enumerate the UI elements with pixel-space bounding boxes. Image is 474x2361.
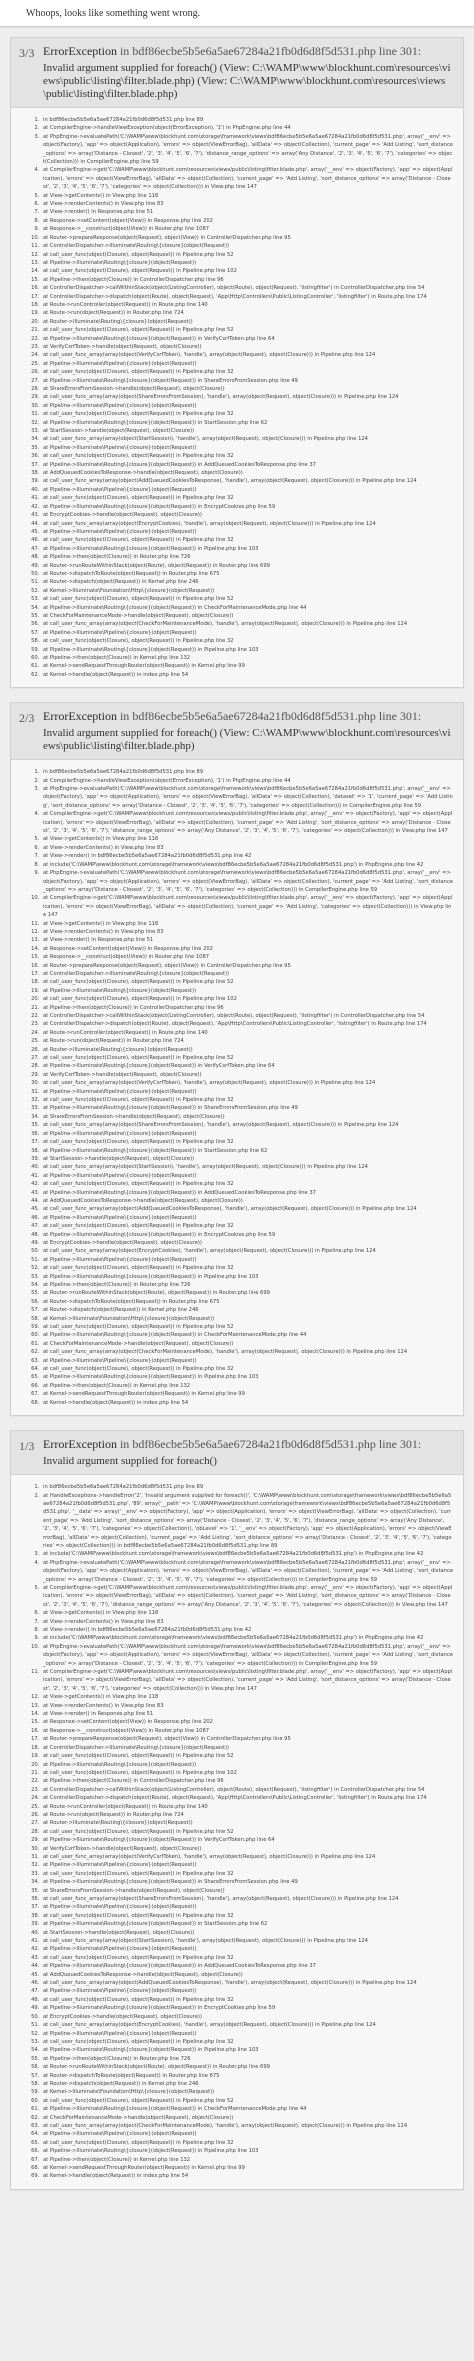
trace-frame: 43. at call_user_func(object(Closure), object(Request)) in Pipeline.php line 32 — [41, 1954, 453, 1962]
trace-frame: 21. at call_user_func(object(Closure), object(Request)) in Pipeline.php line 102 — [41, 1769, 453, 1777]
trace-frame: 46. at call_user_func_array(array(object(AddQueuedCookiesToResponse), 'handle'), array(object(Request), object(Closure))) in Pipeline.php line 124 — [41, 1979, 453, 1987]
trace-frame: 14. at call_user_func(object(Closure), object(Request)) in Pipeline.php line 102 — [41, 267, 453, 275]
trace-frame: 61. at Kernel->sendRequestThroughRouter(object(Request)) in Kernel.php line 99 — [41, 662, 453, 670]
trace-frame: 11. at CompilerEngine->get('C:\WAMP\www\blockhunt.com\resources\views/public\listing\filter.blade.php', array('__env' => object(Factory), 'app' => object(Application), 'errors' => object(ViewErrorBag), 'allData' => object(Collection), 'current_page' => 'Add Listing', 'sort_distance_options' => array('Distance - Closest', '2', '3', '4', '5', '6', '7'), 'categories' => object(Collection))) in View.php line 147 — [41, 1668, 453, 1693]
exception-counter: 2/3 — [19, 711, 35, 726]
trace-frame: 59. at Kernel->Illuminate\Foundation\Http\{closure}(object(Request)) — [41, 2088, 453, 2096]
exception-title-block — [43, 44, 453, 101]
trace-frame: 51. at Router->dispatch(object(Request)) in Kernel.php line 246 — [41, 578, 453, 586]
exception-counter: 3/3 — [19, 46, 35, 60]
exception-title-block — [43, 1437, 453, 1468]
trace-frame: 44. at AddQueuedCookiesToResponse->handle(object(Request), object(Closure)) — [41, 1197, 453, 1205]
trace-frame: 35. at call_user_func_array(array(object(ShareErrorsFromSession), 'handle'), array(object(Request), object(Closure))) in Pipeline.php line 124 — [41, 1121, 453, 1129]
trace-frame: 22. at Pipeline->Illuminate\Routing\{closure}(object(Request)) in VerifyCsrfToken.php line 64 — [41, 335, 453, 343]
trace-frame: 28. at Pipeline->Illuminate\Routing\{closure}(object(Request)) in VerifyCsrfToken.php line 64 — [41, 1062, 453, 1070]
trace-frame: 6. at View->renderContents() in View.php line 83 — [41, 844, 453, 852]
trace-frame: 10. at PhpEngine->evaluatePath('C:\WAMP\www\blockhunt.com\storage\framework\views\bdf86ecbe5b5e6a5ae67284a21fb0d6d8f5d531.php', array('__env' => object(Factory), 'app' => object(Application), 'errors' => object(ViewErrorBag), 'allData' => object(Collection), 'current_page' => 'Add Listing', 'sort_distance_options' => array('Distance - Closest', '2', '3', '4', '5', '6', '7'), 'categories' => object(Collection))) in CompilerEngine.php line 59 — [41, 1643, 453, 1668]
trace-frame: 61. at CheckForMaintenanceMode->handle(object(Request), object(Closure)) — [41, 1340, 453, 1348]
trace-frame: 55. at Router->runRouteWithinStack(object(Route), object(Request)) in Router.php line 699 — [41, 1289, 453, 1297]
trace-frame: 38. at call_user_func(object(Closure), object(Request)) in Pipeline.php line 32 — [41, 1912, 453, 1920]
trace-frame: 60. at Pipeline->Illuminate\Routing\{closure}(object(Request)) in CheckForMaintenanceMode.php line 44 — [41, 1331, 453, 1339]
trace-frame: 19. at Pipeline->Illuminate\Routing\{closure}(object(Request)) — [41, 987, 453, 995]
exception-title — [43, 709, 453, 724]
trace-frame: 10. at CompilerEngine->get('C:\WAMP\www\blockhunt.com\resources\views/public\listing\filter.blade.php', array('__env' => object(Factory), 'app' => object(Application), 'errors' => object(ViewErrorBag), 'allData' => object(Collection), 'current_page' => 'Add Listing', 'categories' => object(Collection))) in View.php line 147 — [41, 894, 453, 919]
trace-frame: 34. at call_user_func_array(array(object(StartSession), 'handle'), array(object(Request), object(Closure))) in Pipeline.php line 124 — [41, 435, 453, 443]
exception-panel-header — [11, 703, 463, 760]
trace-frame: 67. at Pipeline->then(object(Closure)) in Kernel.php line 132 — [41, 2156, 453, 2164]
trace-frame: 17. at ControllerDispatcher->dispatch(object(Route), object(Request), 'App\Http\Controllers\Public\ListingController', 'listingfilter') in Route.php line 174 — [41, 293, 453, 301]
trace-frame: 48. at Pipeline->then(object(Closure)) in Router.php line 726 — [41, 553, 453, 561]
trace-frame: 17. at ControllerDispatcher->Illuminate\Routing\{closure}(object(Request)) — [41, 970, 453, 978]
trace-frame: 24. at Route->runController(object(Request)) in Route.php line 140 — [41, 1029, 453, 1037]
trace-frame: 16. at Response->__construct(object(View)) in Router.php line 1087 — [41, 1727, 453, 1735]
trace-frame: 1. in bdf86ecbe5b5e6a5ae67284a21fb0d6d8f5d531.php line 89 — [41, 1483, 453, 1491]
trace-frame: 59. at Pipeline->Illuminate\Routing\{closure}(object(Request)) in Pipeline.php line 103 — [41, 646, 453, 654]
trace-frame: 18. at ControllerDispatcher->Illuminate\Routing\{closure}(object(Request)) — [41, 1744, 453, 1752]
trace-frame: 21. at Pipeline->then(object(Closure)) in ControllerDispatcher.php line 96 — [41, 1004, 453, 1012]
trace-frame: 26. at Route->run(object(Request)) in Router.php line 724 — [41, 1811, 453, 1819]
trace-frame: 32. at call_user_func(object(Closure), object(Request)) in Pipeline.php line 32 — [41, 1096, 453, 1104]
trace-frame: 64. at call_user_func(object(Closure), object(Request)) in Pipeline.php line 32 — [41, 1365, 453, 1373]
trace-frame: 43. at EncryptCookies->handle(object(Request), object(Closure)) — [41, 511, 453, 519]
trace-frame: 16. at ControllerDispatcher->callWithinStack(object(ListingController), object(Route), object(Request), 'listingfilter') in ControllerDispatcher.php line 54 — [41, 284, 453, 292]
trace-frame: 50. at Router->dispatchToRoute(object(Request)) in Router.php line 675 — [41, 570, 453, 578]
exception-class: ErrorException — [43, 1437, 117, 1452]
trace-frame: 47. at call_user_func(object(Closure), object(Request)) in Pipeline.php line 32 — [41, 1222, 453, 1230]
trace-frame: 9. at PhpEngine->evaluatePath('C:\WAMP\www\blockhunt.com\storage\framework\views\bdf86ecbe5b5e6a5ae67284a21fb0d6d8f5d531.php', array('__env' => object(Factory), 'app' => object(Application), 'errors' => object(ViewErrorBag), 'allData' => object(Collection), 'current_page' => 'Add Listing', 'sort_distance_options' => array('Distance - Closest', '2', '3', '4', '5', '6', '7'), 'categories' => object(Collection))) in CompilerEngine.php line 59 — [41, 869, 453, 894]
trace-frame: 38. at Pipeline->Illuminate\Routing\{closure}(object(Request)) in StartSession.php line 62 — [41, 1147, 453, 1155]
trace-frame: 11. at ControllerDispatcher->Illuminate\Routing\{closure}(object(Request)) — [41, 242, 453, 250]
error-header — [0, 0, 474, 27]
trace-frame: 56. at Router->dispatchToRoute(object(Request)) in Router.php line 675 — [41, 1298, 453, 1306]
trace-frame: 49. at Router->runRouteWithinStack(object(Route), object(Request)) in Router.php line 699 — [41, 562, 453, 570]
trace-frame: 3. at include('C:\WAMP\www\blockhunt.com\storage\framework\views\bdf86ecbe5b5e6a5ae67284a21fb0d6d8f5d531.php') in PhpEngine.php line 42 — [41, 1550, 453, 1558]
trace-frame: 4. at CompilerEngine->get('C:\WAMP\www\blockhunt.com\resources\views/public\listing\filter.blade.php', array('__env' => object(Factory), 'app' => object(Application), 'errors' => object(ViewErrorBag), 'allData' => object(Collection), 'current_page' => 'Add Listing', 'sort_distance_options' => array('Distance - Closest', '2', '3', '4', '5', '6', '7'), 'distance_range_options' => array('Any Distance', '2', '3', '4', '5', '6', '7'), 'categories' => object(Collection))) in View.php line 147 — [41, 810, 453, 835]
trace-frame: 55. at Pipeline->then(object(Closure)) in Router.php line 726 — [41, 2055, 453, 2063]
trace-frame: 25. at Pipeline->Illuminate\Pipeline\{closure}(object(Request)) — [41, 360, 453, 368]
trace-frame: 20. at Router->Illuminate\Routing\{closure}(object(Request)) — [41, 318, 453, 326]
stack-trace — [11, 108, 463, 687]
trace-frame: 23. at VerifyCsrfToken->handle(object(Request), object(Closure)) — [41, 343, 453, 351]
trace-frame: 23. at ControllerDispatcher->dispatch(object(Route), object(Request), 'App\Http\Controllers\Public\ListingController', 'listingfilter') in Route.php line 174 — [41, 1020, 453, 1028]
exception-counter: 1/3 — [19, 1439, 35, 1454]
trace-frame: 8. at Response->setContent(object(View)) in Response.php line 202 — [41, 217, 453, 225]
trace-frame: 29. at call_user_func_array(array(object(ShareErrorsFromSession), 'handle'), array(object(Request), object(Closure))) in Pipeline.php line 124 — [41, 393, 453, 401]
trace-frame: 52. at Pipeline->Illuminate\Pipeline\{closure}(object(Request)) — [41, 2030, 453, 2038]
exception-class: ErrorException — [43, 44, 117, 58]
trace-frame: 38. at AddQueuedCookiesToResponse->handle(object(Request), object(Closure)) — [41, 469, 453, 477]
trace-frame: 62. at CheckForMaintenanceMode->handle(object(Request), object(Closure)) — [41, 2114, 453, 2122]
trace-frame: 24. at call_user_func_array(array(object(VerifyCsrfToken), 'handle'), array(object(Request), object(Closure))) in Pipeline.php line 124 — [41, 351, 453, 359]
trace-frame: 53. at call_user_func(object(Closure), object(Request)) in Pipeline.php line 32 — [41, 2038, 453, 2046]
exception-title — [43, 1437, 453, 1452]
trace-frame: 56. at call_user_func_array(array(object(CheckForMaintenanceMode), 'handle'), array(object(Request), object(Closure))) in Pipeline.php line 124 — [41, 620, 453, 628]
trace-frame: 4. at CompilerEngine->get('C:\WAMP\www\blockhunt.com\resources\views/public\listing\filter.blade.php', array('__env' => object(Factory), 'app' => object(Application), 'errors' => object(ViewErrorBag), 'allData' => object(Collection), 'current_page' => 'Add Listing', 'sort_distance_options' => array('Distance - Closest', '2', '3', '4', '5', '6', '7'), 'categories' => object(Collection))) in View.php line 147 — [41, 166, 453, 191]
trace-frame: 33. at StartSession->handle(object(Request), object(Closure)) — [41, 427, 453, 435]
trace-frame: 66. at Pipeline->Illuminate\Routing\{closure}(object(Request)) in Pipeline.php line 103 — [41, 2147, 453, 2155]
exception-title — [43, 44, 453, 59]
exception-in-word: in — [119, 709, 130, 724]
exception-file: bdf86ecbe5b5e6a5ae67284a21fb0d6d8f5d531.php line 301: — [132, 1437, 422, 1452]
trace-frame: 32. at Pipeline->Illuminate\Pipeline\{closure}(object(Request)) — [41, 1861, 453, 1869]
trace-frame: 34. at Pipeline->Illuminate\Routing\{closure}(object(Request)) in ShareErrorsFromSession.php line 49 — [41, 1878, 453, 1886]
trace-frame: 13. at Pipeline->Illuminate\Routing\{closure}(object(Request)) — [41, 259, 453, 267]
trace-frame: 36. at Pipeline->Illuminate\Pipeline\{closure}(object(Request)) — [41, 1130, 453, 1138]
trace-frame: 57. at Router->dispatch(object(Request)) in Kernel.php line 246 — [41, 1306, 453, 1314]
trace-frame: 39. at StartSession->handle(object(Request), object(Closure)) — [41, 1155, 453, 1163]
trace-frame: 27. at call_user_func(object(Closure), object(Request)) in Pipeline.php line 52 — [41, 1054, 453, 1062]
trace-frame: 5. at View->getContents() in View.php line 118 — [41, 192, 453, 200]
trace-frame: 5. at CompilerEngine->get('C:\WAMP\www\blockhunt.com\resources\views/public\listing\filter.blade.php', array('__env' => object(Factory), 'app' => object(Application), 'errors' => object(ViewErrorBag), 'allData' => object(Collection), 'current_page' => 'Add Listing', 'sort_distance_options' => array('Distance - Closest', '2', '3', '4', '5', '6', '7'), 'distance_range_options' => array('Any Distance', '2', '3', '4', '5', '6', '7'), 'categories' => object(Collection))) in View.php line 147 — [41, 1584, 453, 1609]
trace-frame: 54. at Pipeline->Illuminate\Routing\{closure}(object(Request)) in CheckForMaintenanceMode.php line 44 — [41, 604, 453, 612]
trace-frame: 43. at Pipeline->Illuminate\Routing\{closure}(object(Request)) in AddQueuedCookiesToResponse.php line 37 — [41, 1189, 453, 1197]
trace-frame: 36. at call_user_func_array(array(object(ShareErrorsFromSession), 'handle'), array(object(Request), object(Closure))) in Pipeline.php line 124 — [41, 1895, 453, 1903]
trace-frame: 12. at View->getContents() in View.php line 118 — [41, 1693, 453, 1701]
trace-frame: 23. at ControllerDispatcher->callWithinStack(object(ListingController), object(Route), object(Request), 'listingfilter') in ControllerDispatcher.php line 54 — [41, 1786, 453, 1794]
trace-frame: 30. at Pipeline->Illuminate\Pipeline\{closure}(object(Request)) — [41, 402, 453, 410]
trace-frame: 39. at call_user_func_array(array(object(AddQueuedCookiesToResponse), 'handle'), array(object(Request), object(Closure))) in Pipeline.php line 124 — [41, 477, 453, 485]
trace-frame: 42. at Pipeline->Illuminate\Pipeline\{closure}(object(Request)) — [41, 1945, 453, 1953]
trace-frame: 51. at Pipeline->Illuminate\Pipeline\{closure}(object(Request)) — [41, 1256, 453, 1264]
trace-frame: 42. at Pipeline->Illuminate\Routing\{closure}(object(Request)) in EncryptCookies.php line 59 — [41, 503, 453, 511]
stack-trace — [11, 760, 463, 1415]
trace-frame: 65. at call_user_func(object(Closure), object(Request)) in Pipeline.php line 32 — [41, 2139, 453, 2147]
trace-frame: 68. at Kernel->sendRequestThroughRouter(object(Request)) in Kernel.php line 99 — [41, 2164, 453, 2172]
trace-frame: 11. at View->getContents() in View.php line 118 — [41, 920, 453, 928]
trace-frame: 41. at call_user_func_array(array(object(StartSession), 'handle'), array(object(Request), object(Closure))) in Pipeline.php line 124 — [41, 1937, 453, 1945]
trace-frame: 35. at ShareErrorsFromSession->handle(object(Request), object(Closure)) — [41, 1887, 453, 1895]
trace-frame: 2. at CompilerEngine->handleViewException(object(ErrorException), '1') in PhpEngine.php line 44 — [41, 777, 453, 785]
trace-frame: 27. at Router->Illuminate\Routing\{closure}(object(Request)) — [41, 1819, 453, 1827]
trace-frame: 25. at Route->runController(object(Request)) in Route.php line 140 — [41, 1803, 453, 1811]
trace-frame: 51. at call_user_func_array(array(object(EncryptCookies), 'handle'), array(object(Request), object(Closure))) in Pipeline.php line 124 — [41, 2021, 453, 2029]
exception-message: Invalid argument supplied for foreach() (View: C:\WAMP\www\blockhunt.com\resources\views\public\listing\filter.blade.php) (View: C:\WAMP\www\blockhunt.com\resources\views\public\listing\filter.blade.php) — [43, 62, 451, 100]
trace-frame: 2. at HandleExceptions->handleError('2', 'Invalid argument supplied for foreach()', 'C:\WAMP\www\blockhunt.com\storage\framework\views\bdf86ecbe5b5e6a5ae67284a21fb0d6d8f5d531.php', '89', array('__path' => 'C:\WAMP\www\blockhunt.com\storage\framework\views\bdf86ecbe5b5e6a5ae67284a21fb0d6d8f5d531.php', '__data' => array('__env' => object(Factory), 'app' => object(Application), 'errors' => object(ViewErrorBag), 'allData' => object(Collection), 'current_page' => 'Add Listing', 'sort_distance_options' => array('Distance - Closest', '2', '3', '4', '5', '6', '7'), 'distance_range_options' => array('Any Distance', '2', '3', '4', '5', '6', '7'), 'categories' => object(Collection)), 'obLevel' => '1', '__env' => object(Factory), 'app' => object(Application), 'errors' => object(ViewErrorBag), 'allData' => object(Collection), 'current_page' => 'Add Listing', 'sort_distance_options' => array('Distance - Closest', '2', '3', '4', '5', '6', '7'), 'categories' => object(Collection))) in bdf86ecbe5b5e6a5ae67284a21fb0d6d8f5d531.php line 89 — [41, 1492, 453, 1551]
exception-panel-header — [11, 1431, 463, 1475]
trace-frame: 37. at call_user_func(object(Closure), object(Request)) in Pipeline.php line 32 — [41, 1138, 453, 1146]
trace-frame: 31. at call_user_func(object(Closure), object(Request)) in Pipeline.php line 32 — [41, 410, 453, 418]
trace-frame: 62. at Kernel->handle(object(Request)) in index.php line 54 — [41, 671, 453, 679]
trace-frame: 57. at Router->dispatchToRoute(object(Request)) in Router.php line 675 — [41, 2072, 453, 2080]
trace-frame: 50. at call_user_func_array(array(object(EncryptCookies), 'handle'), array(object(Request), object(Closure))) in Pipeline.php line 124 — [41, 1247, 453, 1255]
trace-frame: 54. at Pipeline->Illuminate\Routing\{closure}(object(Request)) in Pipeline.php line 103 — [41, 2046, 453, 2054]
trace-frame: 60. at call_user_func(object(Closure), object(Request)) in Pipeline.php line 52 — [41, 2097, 453, 2105]
trace-frame: 1. in bdf86ecbe5b5e6a5ae67284a21fb0d6d8f5d531.php line 89 — [41, 116, 453, 124]
trace-frame: 52. at Kernel->Illuminate\Foundation\Http\{closure}(object(Request)) — [41, 587, 453, 595]
trace-frame: 15. at Response->setContent(object(View)) in Response.php line 202 — [41, 1718, 453, 1726]
trace-frame: 29. at Pipeline->Illuminate\Routing\{closure}(object(Request)) in VerifyCsrfToken.php line 64 — [41, 1836, 453, 1844]
trace-frame: 41. at Pipeline->Illuminate\Pipeline\{closure}(object(Request)) — [41, 1172, 453, 1180]
trace-frame: 22. at Pipeline->then(object(Closure)) in ControllerDispatcher.php line 96 — [41, 1777, 453, 1785]
trace-frame: 13. at View->render() in Response.php line 51 — [41, 936, 453, 944]
trace-frame: 40. at StartSession->handle(object(Request), object(Closure)) — [41, 1929, 453, 1937]
trace-frame: 47. at Pipeline->Illuminate\Routing\{closure}(object(Request)) in Pipeline.php line 103 — [41, 545, 453, 553]
trace-frame: 40. at call_user_func_array(array(object(StartSession), 'handle'), array(object(Request), object(Closure))) in Pipeline.php line 124 — [41, 1163, 453, 1171]
trace-frame: 28. at ShareErrorsFromSession->handle(object(Request), object(Closure)) — [41, 385, 453, 393]
trace-frame: 69. at Kernel->handle(object(Request)) in index.php line 54 — [41, 2172, 453, 2180]
trace-frame: 33. at Pipeline->Illuminate\Routing\{closure}(object(Request)) in ShareErrorsFromSession.php line 49 — [41, 1104, 453, 1112]
trace-frame: 33. at call_user_func(object(Closure), object(Request)) in Pipeline.php line 32 — [41, 1870, 453, 1878]
trace-frame: 63. at call_user_func_array(array(object(CheckForMaintenanceMode), 'handle'), array(object(Request), object(Closure))) in Pipeline.php line 124 — [41, 2122, 453, 2130]
trace-frame: 35. at Pipeline->Illuminate\Pipeline\{closure}(object(Request)) — [41, 444, 453, 452]
trace-frame: 6. at View->renderContents() in View.php line 83 — [41, 200, 453, 208]
trace-frame: 40. at Pipeline->Illuminate\Pipeline\{closure}(object(Request)) — [41, 486, 453, 494]
trace-frame: 2. at CompilerEngine->handleViewException(object(ErrorException), '1') in PhpEngine.php line 44 — [41, 124, 453, 132]
trace-frame: 47. at Pipeline->Illuminate\Pipeline\{closure}(object(Request)) — [41, 1987, 453, 1995]
exception-panels — [0, 27, 474, 2190]
trace-frame: 50. at EncryptCookies->handle(object(Request), object(Closure)) — [41, 2013, 453, 2021]
trace-frame: 37. at Pipeline->Illuminate\Routing\{closure}(object(Request)) in AddQueuedCookiesToResponse.php line 37 — [41, 461, 453, 469]
exception-panel — [10, 1430, 464, 2190]
trace-frame: 48. at call_user_func(object(Closure), object(Request)) in Pipeline.php line 32 — [41, 1996, 453, 2004]
trace-frame: 1. in bdf86ecbe5b5e6a5ae67284a21fb0d6d8f5d531.php line 89 — [41, 768, 453, 776]
trace-frame: 54. at Pipeline->then(object(Closure)) in Router.php line 726 — [41, 1281, 453, 1289]
trace-frame: 26. at Router->Illuminate\Routing\{closure}(object(Request)) — [41, 1046, 453, 1054]
trace-frame: 3. at PhpEngine->evaluatePath('C:\WAMP\www\blockhunt.com\storage\framework\views\bdf86ecbe5b5e6a5ae67284a21fb0d6d8f5d531.php', array('__env' => object(Factory), 'app' => object(Application), 'errors' => object(ViewErrorBag), 'allData' => object(Collection), 'current_page' => 'Add Listing', 'sort_distance_options' => array('Distance - Closest', '2', '3', '4', '5', '6', '7'), 'distance_range_options' => array('Any Distance', '2', '3', '4', '5', '6', '7'), 'categories' => object(Collection))) in CompilerEngine.php line 59 — [41, 133, 453, 167]
trace-frame: 59. at call_user_func(object(Closure), object(Request)) in Pipeline.php line 52 — [41, 1323, 453, 1331]
trace-frame: 48. at Pipeline->Illuminate\Routing\{closure}(object(Request)) in EncryptCookies.php line 59 — [41, 1231, 453, 1239]
exception-title-block — [43, 709, 453, 753]
trace-frame: 29. at VerifyCsrfToken->handle(object(Request), object(Closure)) — [41, 1071, 453, 1079]
exception-panel-header — [11, 38, 463, 108]
exception-panel — [10, 702, 464, 1416]
trace-frame: 37. at Pipeline->Illuminate\Pipeline\{closure}(object(Request)) — [41, 1903, 453, 1911]
trace-frame: 9. at Response->__construct(object(View)) in Router.php line 1087 — [41, 225, 453, 233]
trace-frame: 18. at Route->runController(object(Request)) in Route.php line 140 — [41, 301, 453, 309]
exception-file: bdf86ecbe5b5e6a5ae67284a21fb0d6d8f5d531.php line 301: — [132, 709, 422, 724]
trace-frame: 18. at call_user_func(object(Closure), object(Request)) in Pipeline.php line 52 — [41, 978, 453, 986]
error-headline: Whoops, looks like something went wrong. — [26, 7, 201, 19]
trace-frame: 41. at call_user_func(object(Closure), object(Request)) in Pipeline.php line 32 — [41, 494, 453, 502]
trace-frame: 42. at call_user_func(object(Closure), object(Request)) in Pipeline.php line 32 — [41, 1180, 453, 1188]
trace-frame: 10. at Router->prepareResponse(object(Request), object(View)) in ControllerDispatcher.php line 95 — [41, 234, 453, 242]
trace-frame: 61. at Pipeline->Illuminate\Routing\{closure}(object(Request)) in CheckForMaintenanceMode.php line 44 — [41, 2105, 453, 2113]
trace-frame: 25. at Route->run(object(Request)) in Router.php line 724 — [41, 1037, 453, 1045]
trace-frame: 14. at View->render() in Response.php line 51 — [41, 1710, 453, 1718]
trace-frame: 56. at Router->runRouteWithinStack(object(Route), object(Request)) in Router.php line 699 — [41, 2063, 453, 2071]
trace-frame: 39. at Pipeline->Illuminate\Routing\{closure}(object(Request)) in StartSession.php line 62 — [41, 1920, 453, 1928]
trace-frame: 45. at Pipeline->Illuminate\Pipeline\{closure}(object(Request)) — [41, 528, 453, 536]
trace-frame: 7. at View->renderContents() in View.php line 83 — [41, 1618, 453, 1626]
trace-frame: 31. at Pipeline->Illuminate\Pipeline\{closure}(object(Request)) — [41, 1088, 453, 1096]
trace-frame: 64. at Pipeline->Illuminate\Pipeline\{closure}(object(Request)) — [41, 2130, 453, 2138]
trace-frame: 53. at call_user_func(object(Closure), object(Request)) in Pipeline.php line 52 — [41, 595, 453, 603]
trace-frame: 44. at Pipeline->Illuminate\Routing\{closure}(object(Request)) in AddQueuedCookiesToResponse.php line 37 — [41, 1962, 453, 1970]
trace-frame: 7. at View->render() in Response.php line 51 — [41, 208, 453, 216]
trace-frame: 32. at Pipeline->Illuminate\Routing\{closure}(object(Request)) in StartSession.php line 62 — [41, 419, 453, 427]
trace-frame: 19. at Route->run(object(Request)) in Router.php line 724 — [41, 309, 453, 317]
trace-frame: 15. at Response->__construct(object(View)) in Router.php line 1087 — [41, 953, 453, 961]
trace-frame: 14. at Response->setContent(object(View)) in Response.php line 202 — [41, 945, 453, 953]
trace-frame: 62. at call_user_func_array(array(object(CheckForMaintenanceMode), 'handle'), array(object(Request), object(Closure))) in Pipeline.php line 124 — [41, 1348, 453, 1356]
trace-frame: 31. at call_user_func_array(array(object(VerifyCsrfToken), 'handle'), array(object(Request), object(Closure))) in Pipeline.php line 124 — [41, 1853, 453, 1861]
trace-frame: 36. at call_user_func(object(Closure), object(Request)) in Pipeline.php line 32 — [41, 452, 453, 460]
trace-frame: 8. at include('C:\WAMP\www\blockhunt.com\storage\framework\views\bdf86ecbe5b5e6a5ae67284a21fb0d6d8f5d531.php') in PhpEngine.php line 42 — [41, 861, 453, 869]
trace-frame: 65. at Pipeline->Illuminate\Routing\{closure}(object(Request)) in Pipeline.php line 103 — [41, 1373, 453, 1381]
trace-frame: 55. at CheckForMaintenanceMode->handle(object(Request), object(Closure)) — [41, 612, 453, 620]
trace-frame: 46. at call_user_func(object(Closure), object(Request)) in Pipeline.php line 32 — [41, 536, 453, 544]
trace-frame: 60. at Pipeline->then(object(Closure)) in Kernel.php line 132 — [41, 654, 453, 662]
trace-frame: 19. at call_user_func(object(Closure), object(Request)) in Pipeline.php line 52 — [41, 1752, 453, 1760]
exception-class: ErrorException — [43, 709, 117, 724]
exception-message: Invalid argument supplied for foreach() (View: C:\WAMP\www\blockhunt.com\resources\views\public\listing\filter.blade.php) — [43, 727, 451, 753]
trace-frame: 44. at call_user_func_array(array(object(EncryptCookies), 'handle'), array(object(Request), object(Closure))) in Pipeline.php line 124 — [41, 520, 453, 528]
trace-frame: 45. at call_user_func_array(array(object(AddQueuedCookiesToResponse), 'handle'), array(object(Request), object(Closure))) in Pipeline.php line 124 — [41, 1205, 453, 1213]
trace-frame: 4. at PhpEngine->evaluatePath('C:\WAMP\www\blockhunt.com\storage\framework\views\bdf86ecbe5b5e6a5ae67284a21fb0d6d8f5d531.php', array('__env' => object(Factory), 'app' => object(Application), 'errors' => object(ViewErrorBag), 'allData' => object(Collection), 'current_page' => 'Add Listing', 'sort_distance_options' => array('Distance - Closest', '2', '3', '4', '5', '6', '7'), 'categories' => object(Collection))) in CompilerEngine.php line 59 — [41, 1559, 453, 1584]
trace-frame: 34. at ShareErrorsFromSession->handle(object(Request), object(Closure)) — [41, 1113, 453, 1121]
trace-frame: 7. at View->render() in bdf86ecbe5b5e6a5ae67284a21fb0d6d8f5d531.php line 42 — [41, 852, 453, 860]
trace-frame: 49. at EncryptCookies->handle(object(Request), object(Closure)) — [41, 1239, 453, 1247]
trace-frame: 66. at Pipeline->then(object(Closure)) in Kernel.php line 132 — [41, 1382, 453, 1390]
trace-frame: 21. at call_user_func(object(Closure), object(Request)) in Pipeline.php line 52 — [41, 326, 453, 334]
exception-in-word: in — [119, 1437, 130, 1452]
trace-frame: 3. at PhpEngine->evaluatePath('C:\WAMP\www\blockhunt.com\storage\framework\views\bdf86ecbe5b5e6a5ae67284a21fb0d6d8f5d531.php', array('__env' => object(Factory), 'app' => object(Application), 'errors' => object(ViewErrorBag), 'allData' => object(Collection), 'dataset' => '1', 'current_page' => 'Add Listing', 'sort_distance_options' => array('Distance - Closest', '2', '3', '4', '5', '6', '7'), 'categories' => object(Collection))) in CompilerEngine.php line 59 — [41, 785, 453, 810]
trace-frame: 46. at Pipeline->Illuminate\Pipeline\{closure}(object(Request)) — [41, 1214, 453, 1222]
trace-frame: 67. at Kernel->sendRequestThroughRouter(object(Request)) in Kernel.php line 99 — [41, 1390, 453, 1398]
stack-trace — [11, 1475, 463, 2189]
trace-frame: 6. at View->getContents() in View.php line 118 — [41, 1609, 453, 1617]
trace-frame: 20. at Pipeline->Illuminate\Routing\{closure}(object(Request)) — [41, 1761, 453, 1769]
trace-frame: 22. at ControllerDispatcher->callWithinStack(object(ListingController), object(Route), object(Request), 'listingfilter') in ControllerDispatcher.php line 54 — [41, 1012, 453, 1020]
trace-frame: 27. at Pipeline->Illuminate\Routing\{closure}(object(Request)) in ShareErrorsFromSession.php line 49 — [41, 377, 453, 385]
trace-frame: 58. at call_user_func(object(Closure), object(Request)) in Pipeline.php line 32 — [41, 637, 453, 645]
trace-frame: 63. at Pipeline->Illuminate\Pipeline\{closure}(object(Request)) — [41, 1357, 453, 1365]
trace-frame: 30. at call_user_func_array(array(object(VerifyCsrfToken), 'handle'), array(object(Request), object(Closure))) in Pipeline.php line 124 — [41, 1079, 453, 1087]
trace-frame: 12. at call_user_func(object(Closure), object(Request)) in Pipeline.php line 52 — [41, 251, 453, 259]
trace-frame: 49. at Pipeline->Illuminate\Routing\{closure}(object(Request)) in EncryptCookies.php line 59 — [41, 2004, 453, 2012]
trace-frame: 57. at Pipeline->Illuminate\Pipeline\{closure}(object(Request)) — [41, 629, 453, 637]
trace-frame: 17. at Router->prepareResponse(object(Request), object(View)) in ControllerDispatcher.php line 95 — [41, 1735, 453, 1743]
exception-file: bdf86ecbe5b5e6a5ae67284a21fb0d6d8f5d531.php line 301: — [132, 44, 422, 58]
trace-frame: 12. at View->renderContents() in View.php line 83 — [41, 928, 453, 936]
trace-frame: 58. at Router->dispatch(object(Request)) in Kernel.php line 246 — [41, 2080, 453, 2088]
trace-frame: 15. at Pipeline->then(object(Closure)) in ControllerDispatcher.php line 96 — [41, 276, 453, 284]
trace-frame: 30. at VerifyCsrfToken->handle(object(Request), object(Closure)) — [41, 1845, 453, 1853]
exception-panel — [10, 37, 464, 688]
trace-frame: 5. at View->getContents() in View.php line 118 — [41, 835, 453, 843]
trace-frame: 16. at Router->prepareResponse(object(Request), object(View)) in ControllerDispatcher.php line 95 — [41, 962, 453, 970]
trace-frame: 9. at include('C:\WAMP\www\blockhunt.com\storage\framework\views\bdf86ecbe5b5e6a5ae67284a21fb0d6d8f5d531.php') in PhpEngine.php line 42 — [41, 1634, 453, 1642]
exception-message: Invalid argument supplied for foreach() — [43, 1455, 217, 1468]
trace-frame: 45. at AddQueuedCookiesToResponse->handle(object(Request), object(Closure)) — [41, 1971, 453, 1979]
trace-frame: 68. at Kernel->handle(object(Request)) in index.php line 54 — [41, 1399, 453, 1407]
trace-frame: 52. at call_user_func(object(Closure), object(Request)) in Pipeline.php line 32 — [41, 1264, 453, 1272]
trace-frame: 28. at call_user_func(object(Closure), object(Request)) in Pipeline.php line 52 — [41, 1828, 453, 1836]
trace-frame: 8. at View->render() in bdf86ecbe5b5e6a5ae67284a21fb0d6d8f5d531.php line 42 — [41, 1626, 453, 1634]
trace-frame: 13. at View->renderContents() in View.php line 83 — [41, 1702, 453, 1710]
trace-frame: 20. at call_user_func(object(Closure), object(Request)) in Pipeline.php line 102 — [41, 995, 453, 1003]
trace-frame: 24. at ControllerDispatcher->dispatch(object(Route), object(Request), 'App\Http\Controllers\Public\ListingController', 'listingfilter') in Route.php line 174 — [41, 1794, 453, 1802]
trace-frame: 26. at call_user_func(object(Closure), object(Request)) in Pipeline.php line 32 — [41, 368, 453, 376]
exception-in-word: in — [119, 44, 130, 58]
trace-frame: 53. at Pipeline->Illuminate\Routing\{closure}(object(Request)) in Pipeline.php line 103 — [41, 1273, 453, 1281]
trace-frame: 58. at Kernel->Illuminate\Foundation\Http\{closure}(object(Request)) — [41, 1315, 453, 1323]
